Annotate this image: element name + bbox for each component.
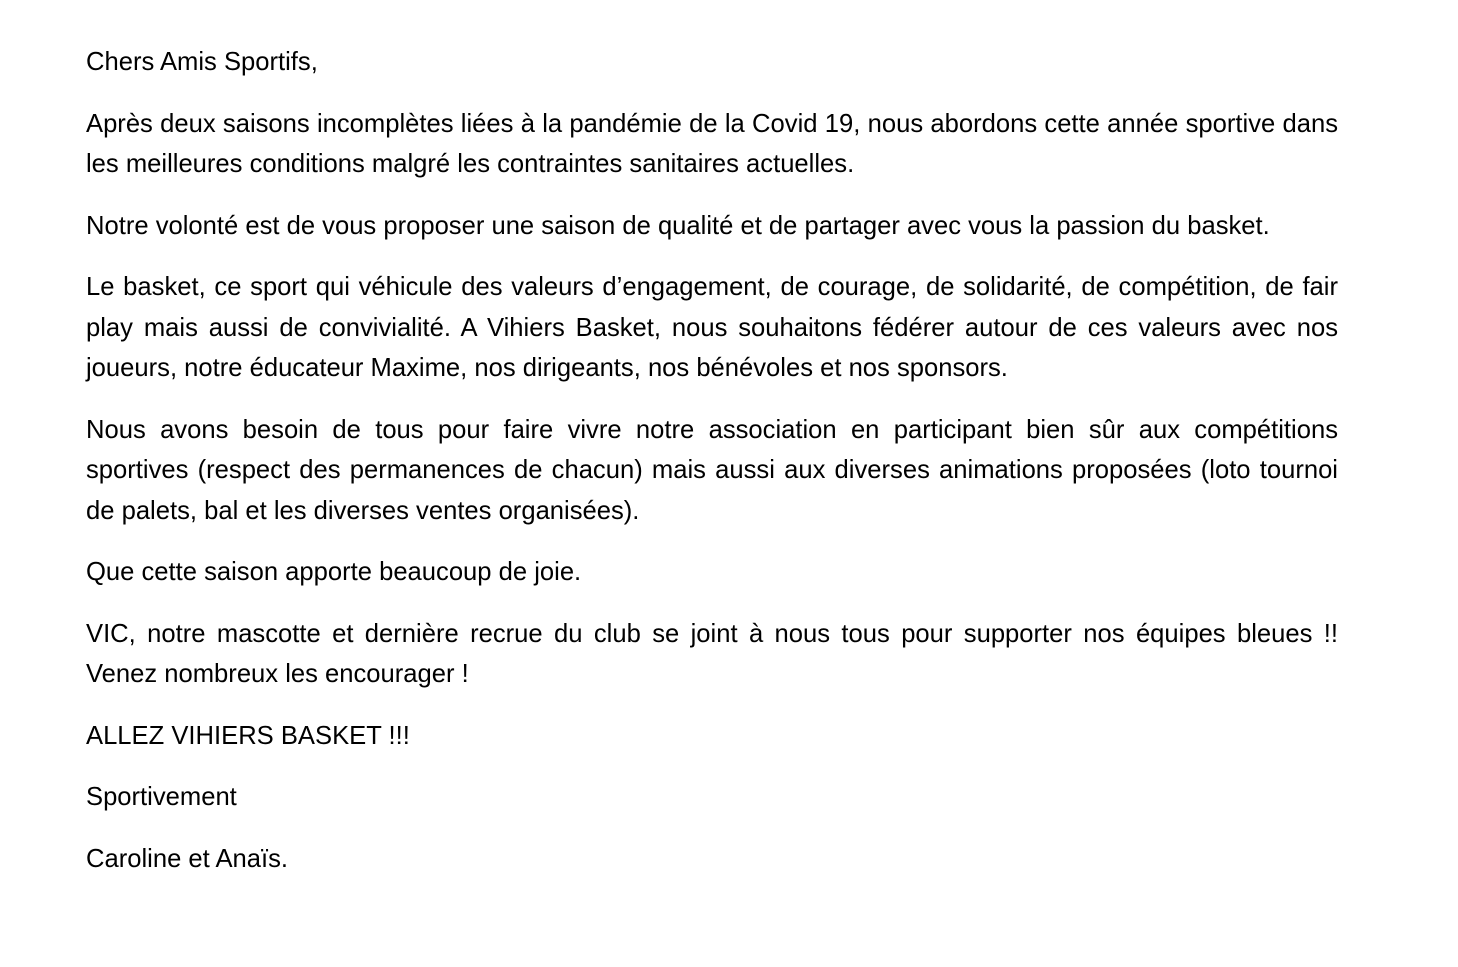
rallying-cry: ALLEZ VIHIERS BASKET !!! — [86, 721, 410, 750]
greeting: Chers Amis Sportifs, — [86, 48, 318, 76]
signature: Caroline et Anaïs. — [86, 844, 289, 873]
paragraph-mascot: VIC, notre mascotte et dernière recrue du club se joint à nous tous pour supporter nos équipes bleues !! Venez nombreux les encourager ! — [86, 619, 1338, 688]
paragraph-values: Le basket, ce sport qui véhicule des valeurs d’engagement, de courage, de solidarité, de compétition, de fair play mais aussi de convivialité. A Vihiers Basket, nous souhaitons fédérer autour de ces valeurs avec nos joueurs, notre éducateur Maxime, nos dirigeants, nos bénévoles et nos sponsors. — [86, 273, 1338, 382]
letter-document — [86, 42, 1338, 900]
closing: Sportivement — [86, 783, 237, 811]
paragraph-covid: Après deux saisons incomplètes liées à la pandémie de la Covid 19, nous abordons cette année sportive dans les meilleures conditions malgré les contraintes sanitaires actuelles. — [86, 109, 1338, 178]
paragraph-quality-season: Notre volonté est de vous proposer une saison de qualité et de partager avec vous la passion du basket. — [86, 211, 1270, 240]
paragraph-joy: Que cette saison apporte beaucoup de joie. — [86, 558, 582, 586]
paragraph-association: Nous avons besoin de tous pour faire vivre notre association en participant bien sûr aux compétitions sportives (respect des permanences de chacun) mais aussi aux diverses animations proposées (loto tournoi de palets, bal et les diverses ventes organisées). — [86, 415, 1338, 525]
